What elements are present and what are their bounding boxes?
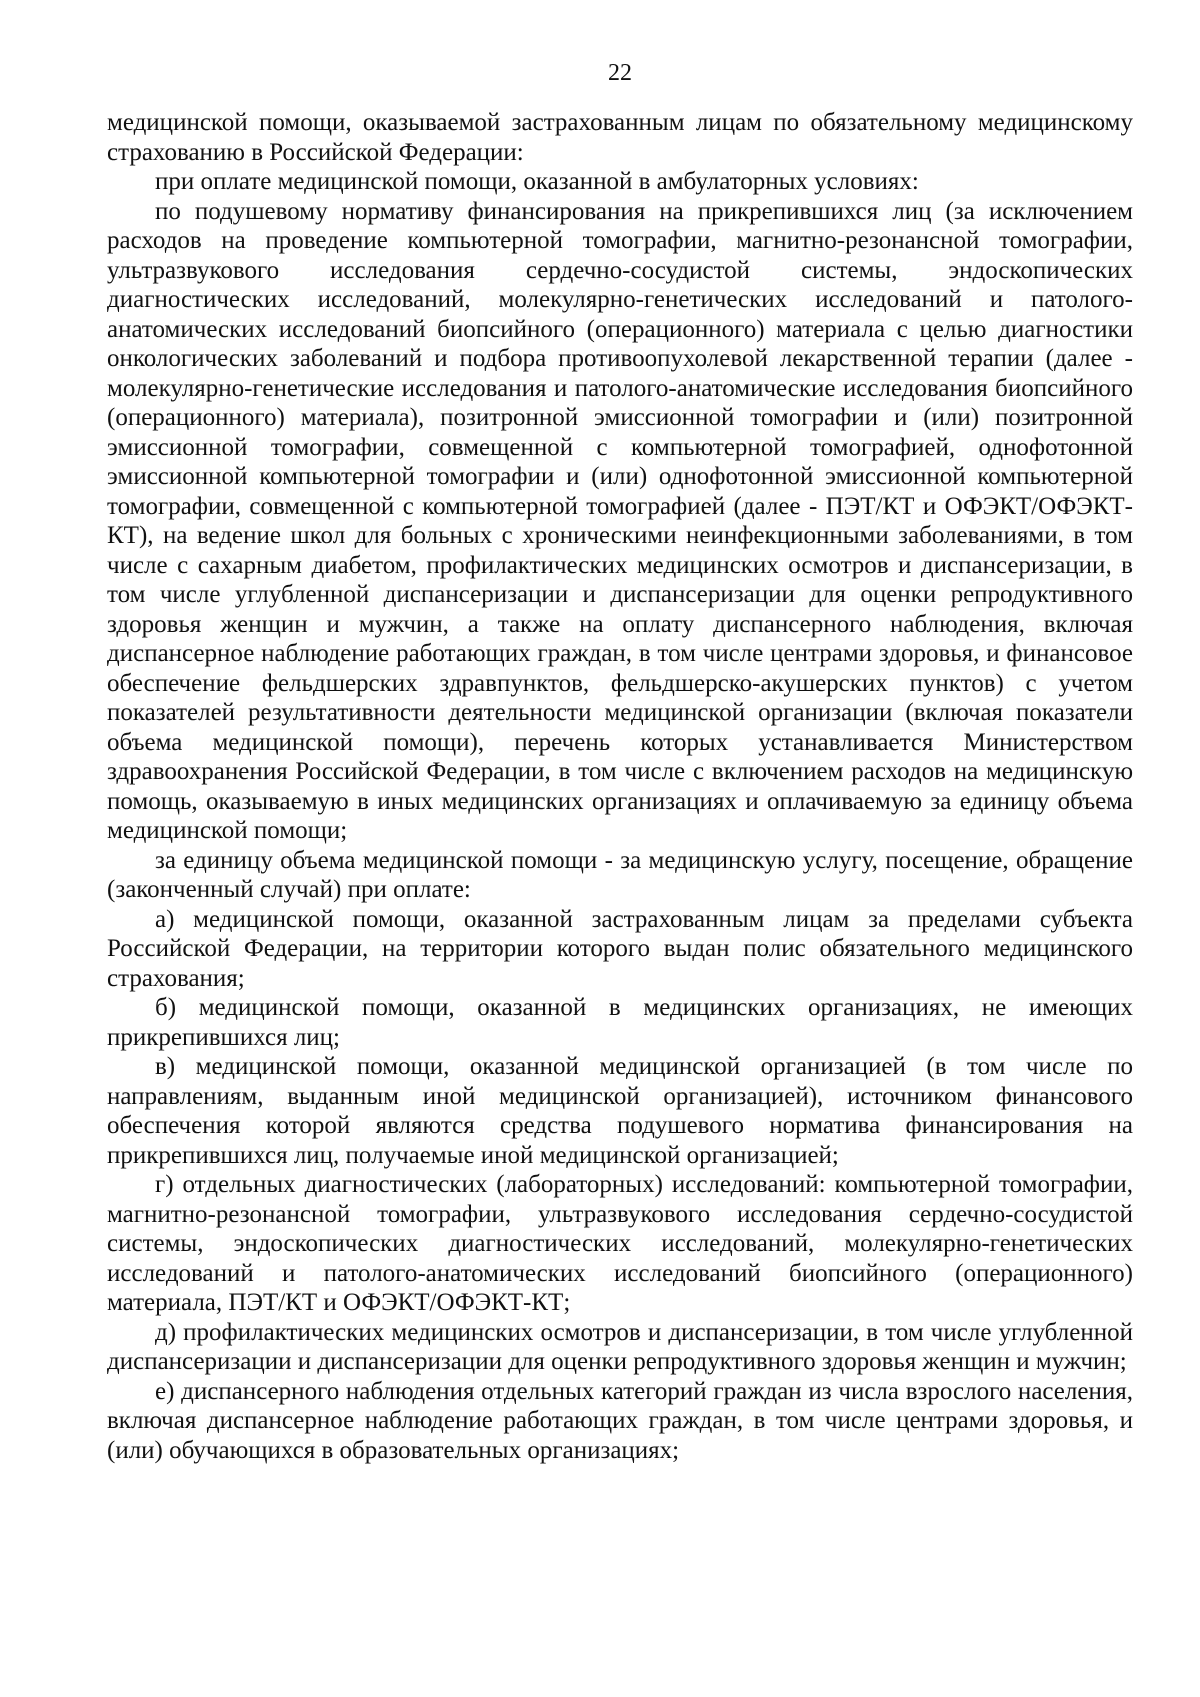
paragraph-unit-of-volume: за единицу объема медицинской помощи - за медицинскую услугу, посещение, обращение (законченный случай) при оплате: xyxy=(107,846,1133,903)
list-item-d: д) профилактических медицинских осмотров и диспансеризации, в том числе углубленной диспансеризации и диспансеризации для оценки репродуктивного здоровья женщин и мужчин; xyxy=(107,1318,1133,1375)
list-item-b: б) медицинской помощи, оказанной в медицинских организациях, не имеющих прикрепившихся лиц; xyxy=(107,994,1133,1051)
list-item-v: в) медицинской помощи, оказанной медицинской организацией (в том числе по направлениям, выданным иной медицинской организацией), источником финансового обеспечения которой являются средства подушевого норматива финансирования на прикрепившихся лиц, получаемые иной медицинской организацией; xyxy=(107,1053,1133,1169)
list-item-g: г) отдельных диагностических (лабораторных) исследований: компьютерной томографии, магнитно-резонансной томографии, ультразвукового исследования сердечно-сосудистой системы, эндоскопических диагностических исследований, молекулярно-генетических исследований и патолого-анатомических исследований биопсийного (операционного) материала, ПЭТ/КТ и ОФЭКТ/ОФЭКТ-КТ; xyxy=(107,1171,1133,1316)
page-number: 22 xyxy=(608,60,632,86)
paragraph-per-capita-standard: по подушевому нормативу финансирования на прикрепившихся лиц (за исключением расходов на проведение компьютерной томографии, магнитно-резонансной томографии, ультразвукового исследования сердечно-сосудистой системы, эндоскопических диагностических исследований, молекулярно-генетических исследований и патолого-анатомических исследований биопсийного (операционного) материала с целью диагностики онкологических заболеваний и подбора противоопухолевой лекарственной терапии (далее - молекулярно-генетические исследования и патолого-анатомические исследования биопсийного (операционного) материала), позитронной эмиссионной томографии и (или) позитронной эмиссионной томографии, совмещенной с компьютерной томографией, однофотонной эмиссионной компьютерной томографии и (или) однофотонной эмиссионной компьютерной томографии, совмещенной с компьютерной томографией (далее - ПЭТ/КТ и ОФЭКТ/ОФЭКТ-КТ), на ведение школ для больных с хроническими неинфекционными заболеваниями, в том числе с сахарным диабетом, профилактических медицинских осмотров и диспансеризации, в том числе углубленной диспансеризации и диспансеризации для оценки репродуктивного здоровья женщин и мужчин, а также на оплату диспансерного наблюдения, включая диспансерное наблюдение работающих граждан, в том числе центрами здоровья, и финансовое обеспечение фельдшерских здравпунктов, фельдшерско-акушерских пунктов) с учетом показателей результативности деятельности медицинской организации (включая показатели объема медицинской помощи), перечень которых устанавливается Министерством здравоохранения Российской Федерации, в том числе с включением расходов на медицинскую помощь, оказываемую в иных медицинских организациях и оплачиваемую за единицу объема медицинской помощи; xyxy=(107,197,1133,844)
list-item-e: е) диспансерного наблюдения отдельных категорий граждан из числа взрослого населения, включая диспансерное наблюдение работающих граждан, в том числе центрами здоровья, и (или) обучающихся в образовательных организациях; xyxy=(107,1377,1133,1464)
paragraph-continuation: медицинской помощи, оказываемой застрахованным лицам по обязательному медицинскому страхованию в Российской Федерации: xyxy=(107,109,1133,166)
document-body xyxy=(107,108,1133,1465)
paragraph-outpatient-payment: при оплате медицинской помощи, оказанной в амбулаторных условиях: xyxy=(155,168,919,195)
list-item-a: а) медицинской помощи, оказанной застрахованным лицам за пределами субъекта Российской Федерации, на территории которого выдан полис обязательного медицинского страхования; xyxy=(107,905,1133,992)
